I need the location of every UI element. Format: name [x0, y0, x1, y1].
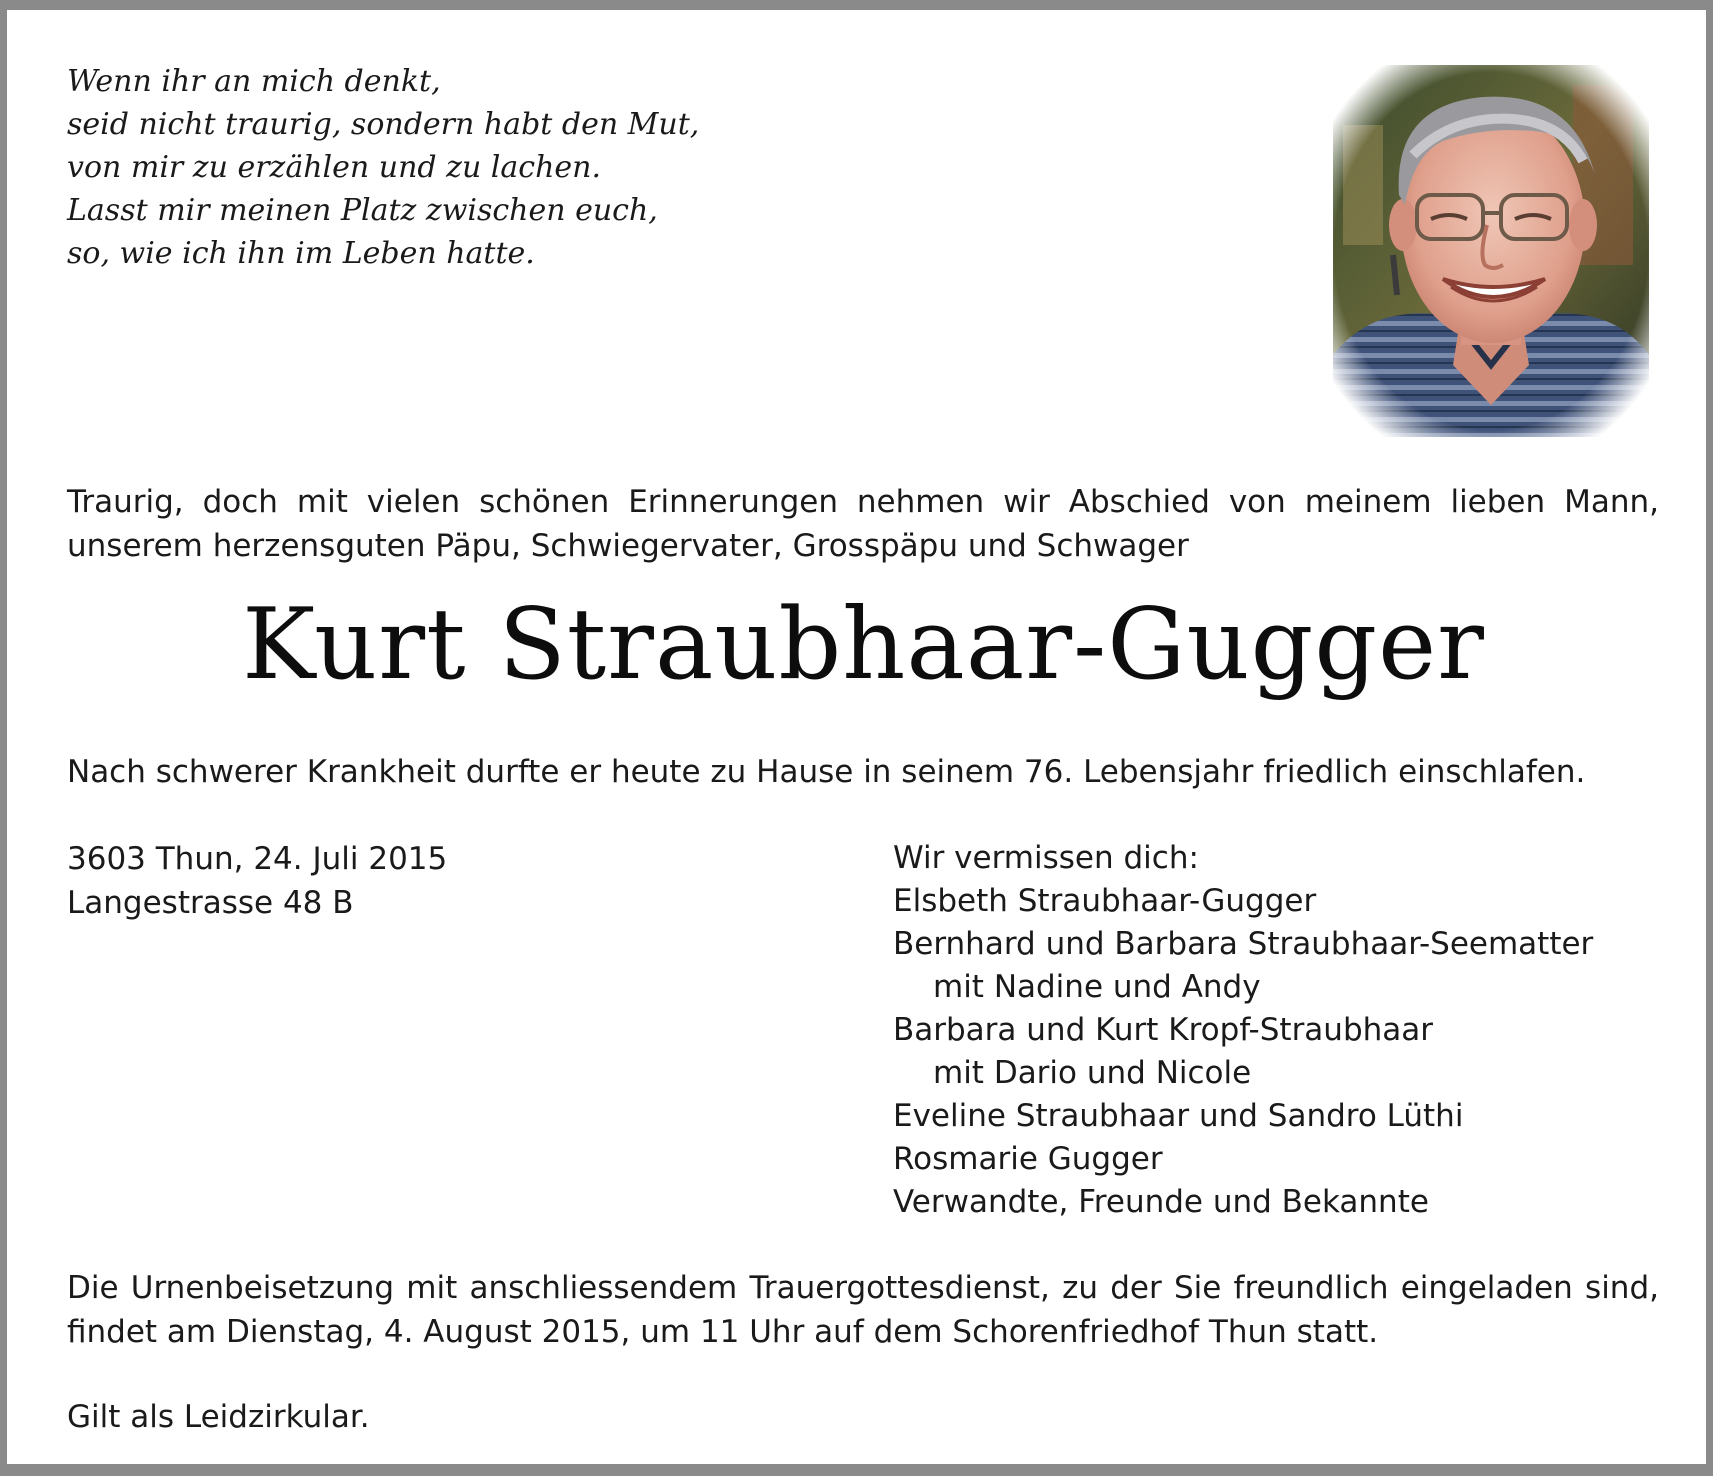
- place-date: 3603 Thun, 24. Juli 2015: [67, 841, 448, 877]
- mourner-entry: Eveline Straubhaar und Sandro Lüthi: [893, 1098, 1464, 1134]
- memorial-poem: [67, 60, 699, 275]
- street-address: Langestrasse 48 B: [67, 885, 354, 921]
- mourner-entry: Rosmarie Gugger: [893, 1141, 1163, 1177]
- mourners-list: [893, 837, 1593, 1224]
- mourner-entry: Barbara und Kurt Kropf-Straubhaar: [893, 1012, 1434, 1048]
- closing-note: Gilt als Leidzirkular.: [67, 1399, 370, 1435]
- deceased-name: Kurt Straubhaar-Gugger: [242, 588, 1485, 702]
- intro-text: Traurig, doch mit vielen schönen Erinnerungen nehmen wir Abschied von meinem lieben Mann, unserem herzensguten Päpu, Schwiegervater, Grosspäpu und Schwager: [67, 484, 1659, 564]
- poem-line: Wenn ihr an mich denkt,: [67, 64, 441, 99]
- address-block: [67, 837, 447, 925]
- mourners-heading: Wir vermissen dich:: [893, 840, 1199, 876]
- mourner-entry: mit Dario und Nicole: [933, 1055, 1252, 1091]
- poem-line: von mir zu erzählen und zu lachen.: [67, 150, 602, 185]
- mourner-entry: Bernhard und Barbara Straubhaar-Seematter: [893, 926, 1594, 962]
- poem-line: so, wie ich ihn im Leben hatte.: [67, 236, 535, 271]
- poem-line: seid nicht traurig, sondern habt den Mut,: [67, 107, 700, 142]
- mourner-entry: mit Nadine und Andy: [933, 969, 1261, 1005]
- portrait-photo: [1333, 65, 1649, 437]
- service-announcement: Die Urnenbeisetzung mit anschliessendem Trauergottesdienst, zu der Sie freundlich eingeladen sind, findet am Dienstag, 4. August 2015, um 11 Uhr auf dem Schorenfriedhof Thun statt.: [67, 1270, 1659, 1350]
- mourner-entry: Elsbeth Straubhaar-Gugger: [893, 883, 1317, 919]
- death-notice: Nach schwerer Krankheit durfte er heute zu Hause in seinem 76. Lebensjahr friedlich einschlafen.: [67, 754, 1586, 790]
- poem-line: Lasst mir meinen Platz zwischen euch,: [67, 193, 658, 228]
- mourner-entry: Verwandte, Freunde und Bekannte: [893, 1184, 1429, 1220]
